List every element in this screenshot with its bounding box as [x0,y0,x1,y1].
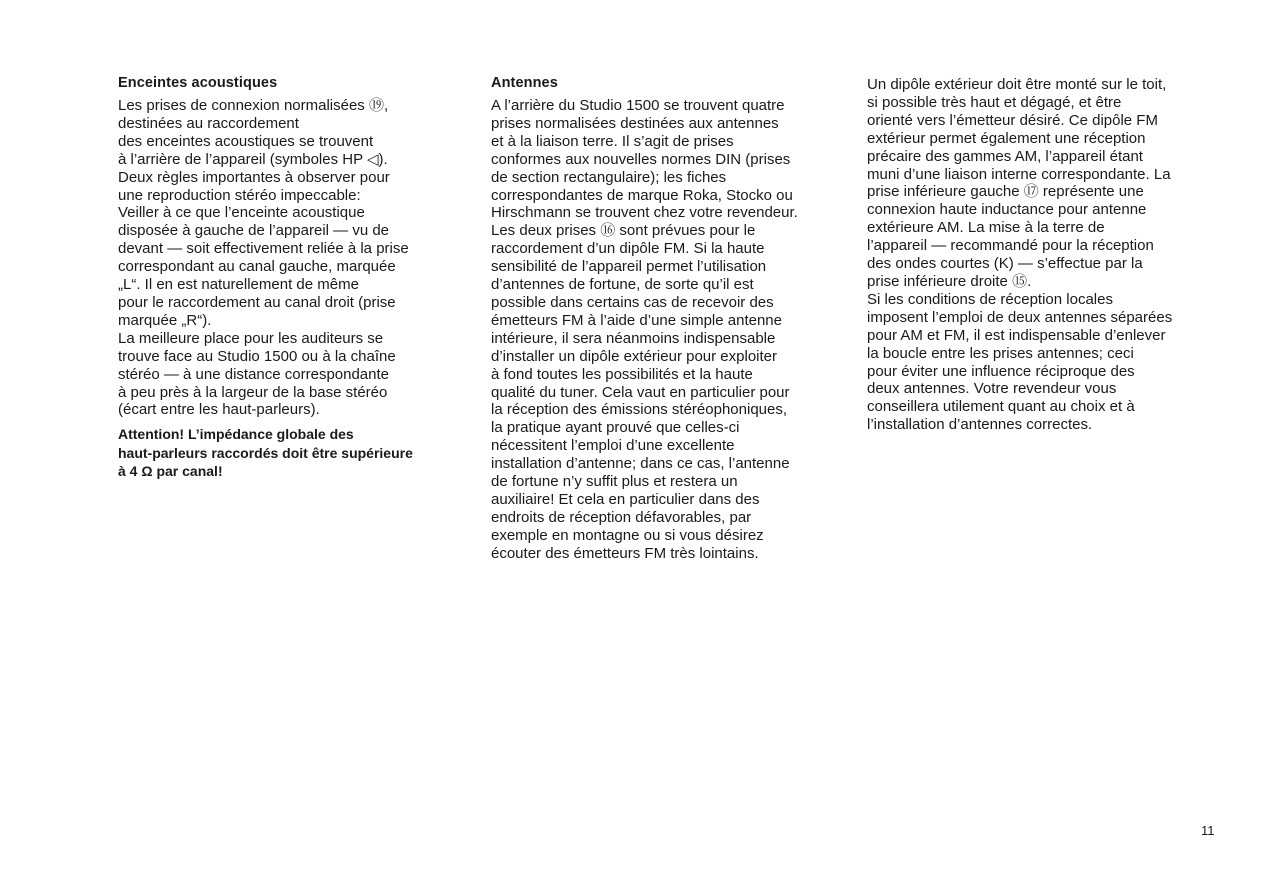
column-speakers [118,74,468,481]
section-heading-speakers: Enceintes acoustiques [118,75,278,91]
column-antennas [491,74,843,563]
antennas-continued-text: Un dipôle extérieur doit être monté sur le toit, si possible très haut et dégagé, et être orienté vers l’émetteur désiré. Ce dipôle FM extérieur permet également une réception précaire des gammes AM, l’appareil étant muni d’une liaison interne correspondante. La prise inférieure gauche ⑰ représente une connexion haute inductance pour antenne extérieure AM. La mise à la terre de l’appareil — recommandé pour la réception des ondes courtes (K) — s’effectue par la prise inférieure droite ⑮. Si les conditions de réception locales imposent l’emploi de deux antennes séparées pour AM et FM, il est indispensable d’enlever la boucle entre les prises antennes; ceci pour éviter une influence réciproque des deux antennes. Votre revendeur vous conseillera utilement quant au choix et à l’installation d’antennes correctes. [867,76,1173,434]
speakers-body-text: Les prises de connexion normalisées ⑲, destinées au raccordement des enceintes acoustiques se trouvent à l’arrière de l’appareil (symboles HP ◁). Deux règles importantes à observer pour une reproduction stéréo impeccable: Veiller à ce que l’enceinte acoustique disposée à gauche de l’appareil — vu de devant — soit effectivement reliée à la prise correspondant au canal gauche, marquée „L“. Il en est naturellement de même pour le raccordement au canal droit (prise marquée „R“). La meilleure place pour les auditeurs se trouve face au Studio 1500 ou à la chaîne stéréo — à une distance correspondante à peu près à la largeur de la base stéréo (écart entre les haut-parleurs). [118,97,409,419]
antennas-body-text: A l’arrière du Studio 1500 se trouvent quatre prises normalisées destinées aux antennes et à la liaison terre. Il s’agit de prises conformes aux nouvelles normes DIN (prises de section rectangulaire); les fiches correspondantes de marque Roka, Stocko ou Hirschmann se trouvent chez votre revendeur. Les deux prises ⑯ sont prévues pour le raccordement d’un dipôle FM. Si la haute sensibilité de l’appareil permet l’utilisation d’antennes de fortune, de sorte qu’il est possible dans certains cas de recevoir des émetteurs FM à l’aide d’une simple antenne intérieure, il sera néanmoins indispensable d’installer un dipôle extérieur pour exploiter à fond toutes les possibilités et la haute qualité du tuner. Cela vaut en particulier pour la réception des émissions stéréophoniques, la pratique ayant prouvé que celles-ci nécessitent l’emploi d’une excellente installation d’antenne; dans ce cas, l’antenne de fortune n’y suffit plus et restera un auxiliaire! Et cela en particulier dans des endroits de réception défavorables, par exemple en montagne ou si vous désirez écouter des émetteurs FM très lointains. [491,97,798,562]
column-continuation [867,76,1222,434]
section-heading-antennas: Antennes [491,75,558,91]
page-number: 11 [1201,823,1215,838]
impedance-warning: Attention! L’impédance globale des haut-parleurs raccordés doit être supérieure à 4 Ω par canal! [118,426,413,480]
